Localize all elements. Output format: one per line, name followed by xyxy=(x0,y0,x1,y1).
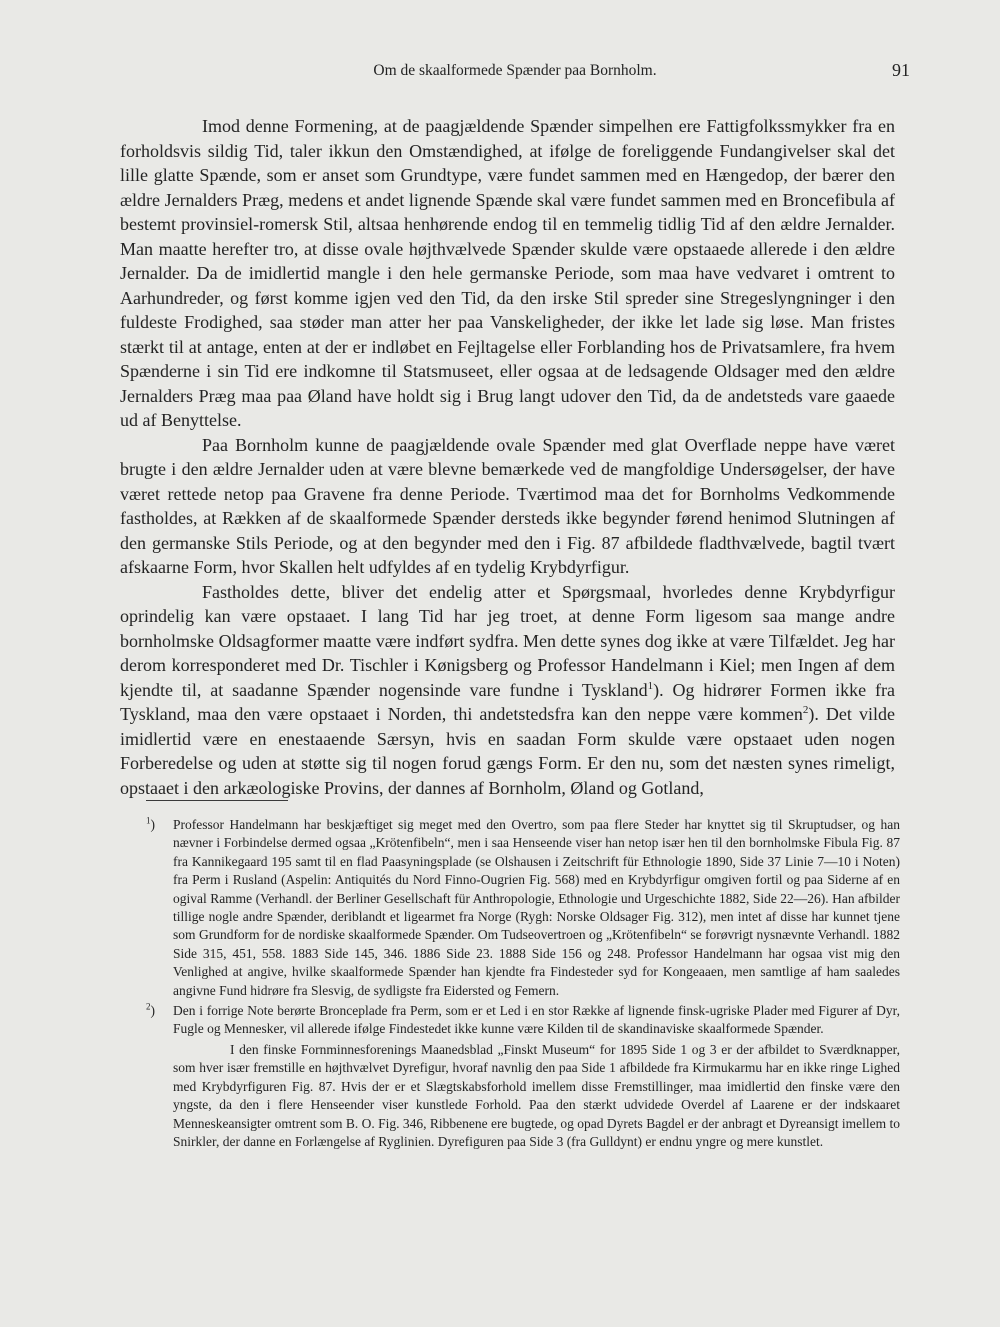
running-title: Om de skaalformede Spænder paa Bornholm. xyxy=(373,62,657,79)
footnote-1-text: Professor Handelmann har beskjæftiget sig meget med den Overtro, som paa flere Steder har knyttet sig til Skruptudser, og han nævner i Forbindelse dermed ogsaa „Krötenfibeln“, men i saa Henseende viser han netop især hen til den bornholmske Fibula Fig. 87 fra Kannikegaard 195 samt til en flad Paasyningsplade (se Olshausen i Zeitschrift für Ethnologie 1890, Side 37 Linie 7—10 i Noten) fra Perm i Rusland (Aspelin: Antiquités du Nord Finno-Ougrien Fig. 568) med en Krybdyrfigur omgiven fortil og paa Siderne af en ogival Ramme (Verhandl. der Berliner Gesellschaft für Anthropologie, Ethnologie und Urgeschichte 1882, Side 22—26). Han afbilder tillige nogle andre Spænder, deriblandt et ligearmet fra Norge (Rygh: Norske Oldsager Fig. 312), men intet af disse har kunnet tjene som Grundform for de nordiske skaalformede Spænder. Om Tudseovertroen og „Krötenfibeln“ se forøvrigt nysnævnte Verhandl. 1882 Side 315, 451, 558. 1883 Side 145, 346. 1886 Side 23. 1888 Side 156 og 248. Professor Handelmann har ogsaa vist mig den Venlighed at angive, hvilke skaalformede Spænder han kjendte fra Findesteder syd for Kongeaaen, men samtlige af ham saaledes angivne Fund hidrøre fra Slesvig, de sydligste fra Eidersted og Femern. xyxy=(173,817,900,998)
footnote-1-marker: $^1$) xyxy=(146,815,155,832)
footnote-1 xyxy=(146,816,900,1000)
paragraph-3-part-a: Fastholdes dette, bliver det endelig atter et Spørgsmaal, hvorledes denne Krybdyrfigur oprindelig kan være opstaaet. I lang Tid har jeg troet, at denne Form ligesom saa mange andre bornholmske Oldsagformer maatte være indført sydfra. Men dette synes dog ikke at være Tilfældet. Jeg har derom korresponderet med Dr. Tischler i Kønigsberg og Professor Handelmann i Kiel; men Ingen af dem kjendte til, at saadanne Spænder nogensinde vare fundne i Tyskland xyxy=(120,581,895,700)
page-number: 91 xyxy=(892,60,910,80)
page-header xyxy=(120,62,910,88)
body-text xyxy=(120,114,895,800)
footnote-separator xyxy=(146,800,288,801)
footnote-2-marker: $^2$) xyxy=(146,1001,155,1019)
paragraph-2: Paa Bornholm kunne de paagjældende ovale Spænder med glat Overflade neppe have været brugte i den ældre Jernalder uden at være blevne bemærkede ved de mangfoldige Undersøgelser, der have været rettede netop paa Gravene fra denne Periode. Tværtimod maa det for Bornholms Vedkommende fastholdes, at Rækken af de skaalformede Spænder dersteds ikke begynder førend henimod Slutningen af den germanske Stils Periode, og at den begynder med den i Fig. 87 afbildede fladthvælvede, bagtil tvært afskaarne Form, hvor Skallen helt udfyldes af en tydelig Krybdyrfigur. xyxy=(120,434,895,577)
footnote-ref-2: 2 xyxy=(802,704,809,716)
footnote-2-text: Den i forrige Note berørte Bronceplade fra Perm, som er et Led i en stor Række af lignende finsk-ugriske Plader med Figurer af Dyr, Fugle og Mennesker, vil allerede ifølge Findestedet ikke kunne være Kilden til de skandinaviske skaalformede Spænder. xyxy=(173,1003,900,1037)
paragraph-3 xyxy=(120,580,895,801)
footnote-ref-1: 1 xyxy=(647,679,654,692)
footnote-2-continuation: I den finske Fornminnesforenings Maanedsblad „Finskt Museum“ for 1895 Side 1 og 3 er der afbildet to Sværdknapper, som hver især fremstille en højthvælvet Dyrefigur, hvoraf navnlig den paa Side 1 afbildede fra Kirmukarmu har en ikke ringe Lighed med Krybdyrfiguren Fig. 87. Hvis der er et Slægtskabsforhold imellem disse Fremstillinger, maa imidlertid den finske være den yngste, da den i flere Henseender viser kunstlede Forhold. Paa den stærkt udvidede Overdel af Laarene er der indskaaret Menneskeansigter omtrent som B. O. Fig. 346, Ribbenene ere bugtede, og opad Dyrets Bagdel er der anbragt et Dyreansigt imellem to Snirkler, der danne en Forlængelse af Ryglinien. Dyrefiguren paa Side 3 (fra Gulldynt) er endnu yngre og mere kunstlet. xyxy=(173,1041,900,1149)
footnotes xyxy=(146,816,900,1151)
paragraph-1: Imod denne Formening, at de paagjældende Spænder simpelhen ere Fattigfolkssmykker fra en forholdsvis sildig Tid, taler ikkun den Omstændighed, at ifølge de foreliggende Fundangivelser skal det lille glatte Spænde, som er anset som Grundtype, være fundet sammen med en Hængedop, der bærer den ældre Jernalders Præg, medens et andet lignende Spænde skal være fundet sammen med en Broncefibula af bestemt provinsiel-romersk Stil, altsaa henhørende endog til en temmelig tidlig Tid af den ældre Jernalder. Man maatte herefter tro, at disse ovale højthvælvede Spænder skulde være opstaaede allerede i den ældre Jernalder. Da de imidlertid mangle i den hele germanske Periode, som maa have vedvaret i omtrent to Aarhundreder, og først komme igjen ved den Tid, da den irske Stil spreder sine Stregeslyngninger i den fuldeste Frodighed, saa støder man atter her paa Vanskeligheder, der ikke let lade sig løse. Man fristes stærkt til at antage, enten at der er indløbet en Fejltagelse eller Forblanding hos de Privatsamlere, fra hvem Spænderne i sin Tid ere indkomne til Statsmuseet, eller ogsaa at de ledsagende Oldsager med den ældre Jernalders Præg maa paa Øland have holdt sig i Brug langt udover den Tid, da de andetsteds vare gaaede ud af Benyttelse. xyxy=(120,116,895,430)
footnote-2 xyxy=(146,1002,900,1039)
paragraph-3-part-b: ). Og hidrører Formen ikke fra Tyskland, maa den være opstaaet i Norden, thi andetstedsfra kan den neppe være kommen xyxy=(120,679,895,724)
paragraph-3-part-c: ). Det vilde imidlertid være en enestaaende Særsyn, hvis en saadan Form skulde være opstaaet uden nogen Forberedelse og uden at støtte sig til nogen forud gængs Form. Er den nu, som det næsten synes rimeligt, opstaaet i den arkæologiske Provins, der dannes af Bornholm, Øland og Gotland, xyxy=(120,704,895,798)
